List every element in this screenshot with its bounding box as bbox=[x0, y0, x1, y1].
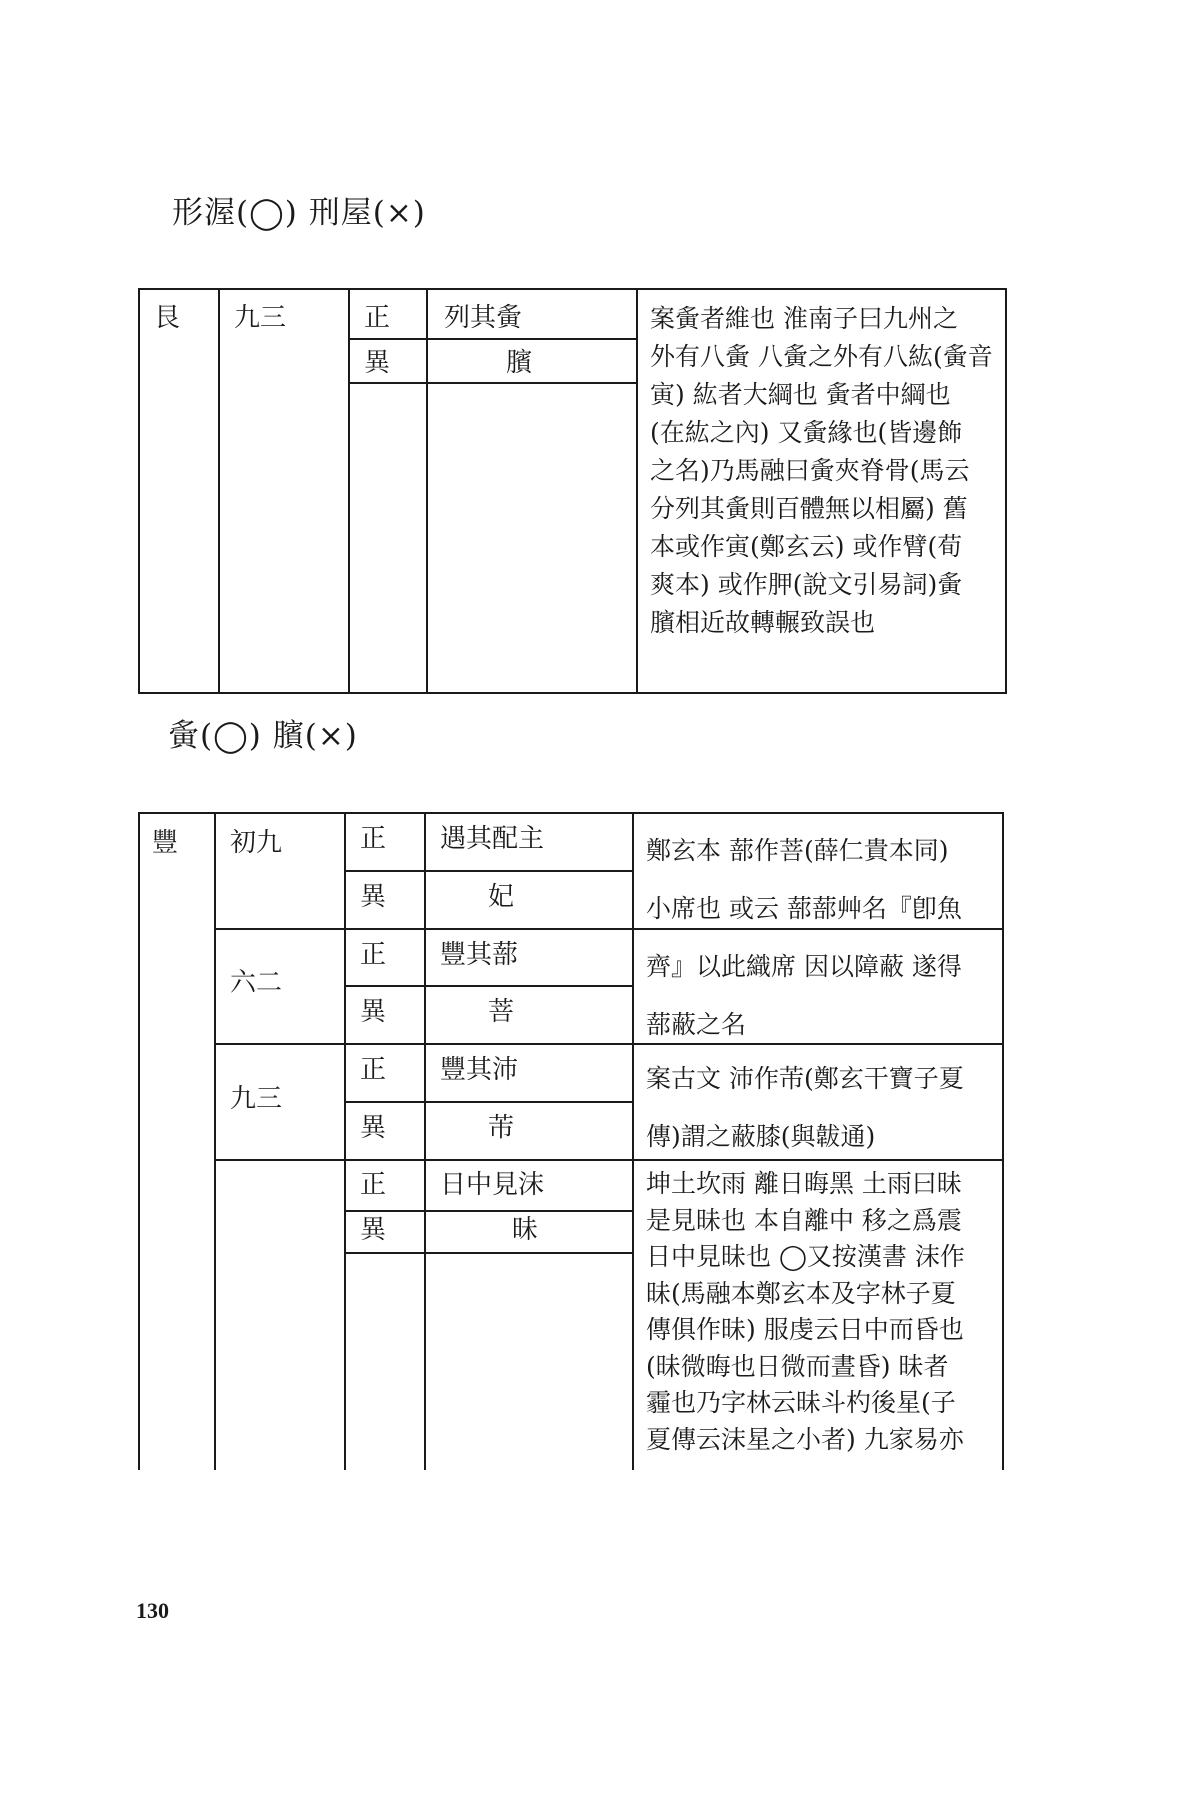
table2-row-divider bbox=[344, 1101, 634, 1103]
table2-col-border bbox=[214, 812, 216, 1470]
note-line: 本或作寅(鄭玄云) 或作臂(荀 bbox=[650, 532, 963, 561]
note-line: (昧微晦也日微而晝昏) 昧者 bbox=[646, 1351, 949, 1381]
yi-text: 臏 bbox=[506, 348, 533, 378]
zheng-marker: 正 bbox=[360, 940, 387, 970]
table1-col-border bbox=[1005, 288, 1007, 694]
table2-row-divider bbox=[344, 1252, 634, 1254]
table2-col-border bbox=[344, 812, 346, 1470]
table1-row-divider bbox=[348, 338, 637, 340]
table1-col-border bbox=[636, 288, 638, 694]
line-name: 九三 bbox=[230, 1084, 283, 1114]
table1-row-divider bbox=[348, 382, 637, 384]
zheng-text: 豐其蔀 bbox=[440, 940, 519, 970]
table2-row-divider bbox=[344, 1210, 634, 1212]
heading-correction-1: 形渥(◯) 刑屋(×) bbox=[172, 195, 426, 231]
table2-row-divider bbox=[344, 985, 634, 987]
table1-top-border bbox=[138, 288, 1007, 290]
zheng-text: 遇其配主 bbox=[440, 824, 545, 854]
table2-note-3 bbox=[646, 1166, 965, 1458]
note-line: 霾也乃字林云昧斗杓後星(子 bbox=[646, 1388, 956, 1417]
zheng-marker: 正 bbox=[360, 1170, 387, 1200]
note-line: 昧(馬融本鄭玄本及字林子夏 bbox=[646, 1278, 956, 1308]
line-name: 六二 bbox=[230, 968, 283, 998]
zheng-marker: 正 bbox=[364, 303, 391, 333]
zheng-text: 日中見沫 bbox=[440, 1170, 545, 1200]
hexagram-name: 艮 bbox=[154, 303, 181, 333]
table2-col-border bbox=[632, 812, 634, 1470]
page-number: 130 bbox=[136, 1598, 169, 1623]
yi-text: 妃 bbox=[488, 882, 515, 912]
yi-marker: 異 bbox=[364, 348, 391, 378]
note-line: 齊』以此織席 因以障蔽 遂得 bbox=[646, 952, 962, 981]
note-line: 臏相近故轉輾致誤也 bbox=[650, 608, 876, 637]
table1-col-border bbox=[426, 288, 428, 694]
note-line: 案古文 沛作芾(鄭玄干寶子夏 bbox=[646, 1064, 964, 1093]
yi-text: 菩 bbox=[488, 997, 515, 1027]
note-line: 傳)謂之蔽膝(與韍通) bbox=[646, 1122, 876, 1151]
note-line: 案夤者維也 淮南子曰九州之 bbox=[650, 304, 958, 333]
line-name: 九三 bbox=[234, 303, 287, 333]
note-line: 夏傳云沫星之小者) 九家易亦 bbox=[646, 1424, 964, 1454]
table2-note-1 bbox=[646, 822, 962, 1054]
table2-col-border bbox=[138, 812, 140, 1470]
zheng-marker: 正 bbox=[360, 824, 387, 854]
yi-marker: 異 bbox=[360, 1113, 387, 1143]
zheng-text: 列其夤 bbox=[444, 303, 523, 333]
table2-note-2 bbox=[646, 1050, 964, 1166]
table1-bottom-border bbox=[138, 692, 1007, 694]
note-line: 小席也 或云 蔀蔀艸名『卽魚 bbox=[646, 894, 962, 923]
zheng-text: 豐其沛 bbox=[440, 1055, 519, 1085]
table1-col-border bbox=[348, 288, 350, 694]
yi-marker: 異 bbox=[360, 1215, 387, 1245]
line-name: 初九 bbox=[230, 828, 283, 858]
table1-col-border bbox=[218, 288, 220, 694]
table2-col-border bbox=[424, 812, 426, 1470]
note-line: 外有八夤 八夤之外有八紘(夤音 bbox=[650, 342, 993, 371]
note-line: 鄭玄本 蔀作菩(薛仁貴本同) bbox=[646, 836, 949, 865]
note-line: 傳俱作昧) 服虔云日中而昏也 bbox=[646, 1315, 964, 1344]
yi-marker: 異 bbox=[360, 997, 387, 1027]
note-line: 蔀蔽之名 bbox=[646, 1010, 747, 1039]
hexagram-name: 豐 bbox=[152, 828, 179, 858]
note-line: 是見昧也 本自離中 移之爲震 bbox=[646, 1205, 962, 1235]
note-line: 坤土坎雨 離日晦黑 土雨曰昧 bbox=[646, 1169, 962, 1198]
note-line: 爽本) 或作胛(說文引易詞)夤 bbox=[650, 570, 963, 599]
zheng-marker: 正 bbox=[360, 1055, 387, 1085]
heading-correction-2: 夤(◯) 臏(×) bbox=[168, 718, 358, 754]
table1-note bbox=[650, 300, 993, 642]
note-line: (在紘之內) 又夤緣也(皆邊飾 bbox=[650, 418, 963, 447]
note-line: 寅) 紘者大綱也 夤者中綱也 bbox=[650, 380, 951, 409]
table2-top-border bbox=[138, 812, 1004, 814]
table2-col-border bbox=[1002, 812, 1004, 1470]
table1-col-border bbox=[138, 288, 140, 694]
yi-text: 昧 bbox=[512, 1215, 539, 1245]
note-line: 之名)乃馬融曰夤夾脊骨(馬云 bbox=[650, 456, 970, 485]
yi-marker: 異 bbox=[360, 882, 387, 912]
note-line: 分列其夤則百體無以相屬) 舊 bbox=[650, 494, 968, 523]
table2-row-divider bbox=[344, 870, 634, 872]
note-line: 日中見昧也 ◯又按漢書 沫作 bbox=[646, 1242, 965, 1271]
yi-text: 芾 bbox=[488, 1113, 515, 1143]
